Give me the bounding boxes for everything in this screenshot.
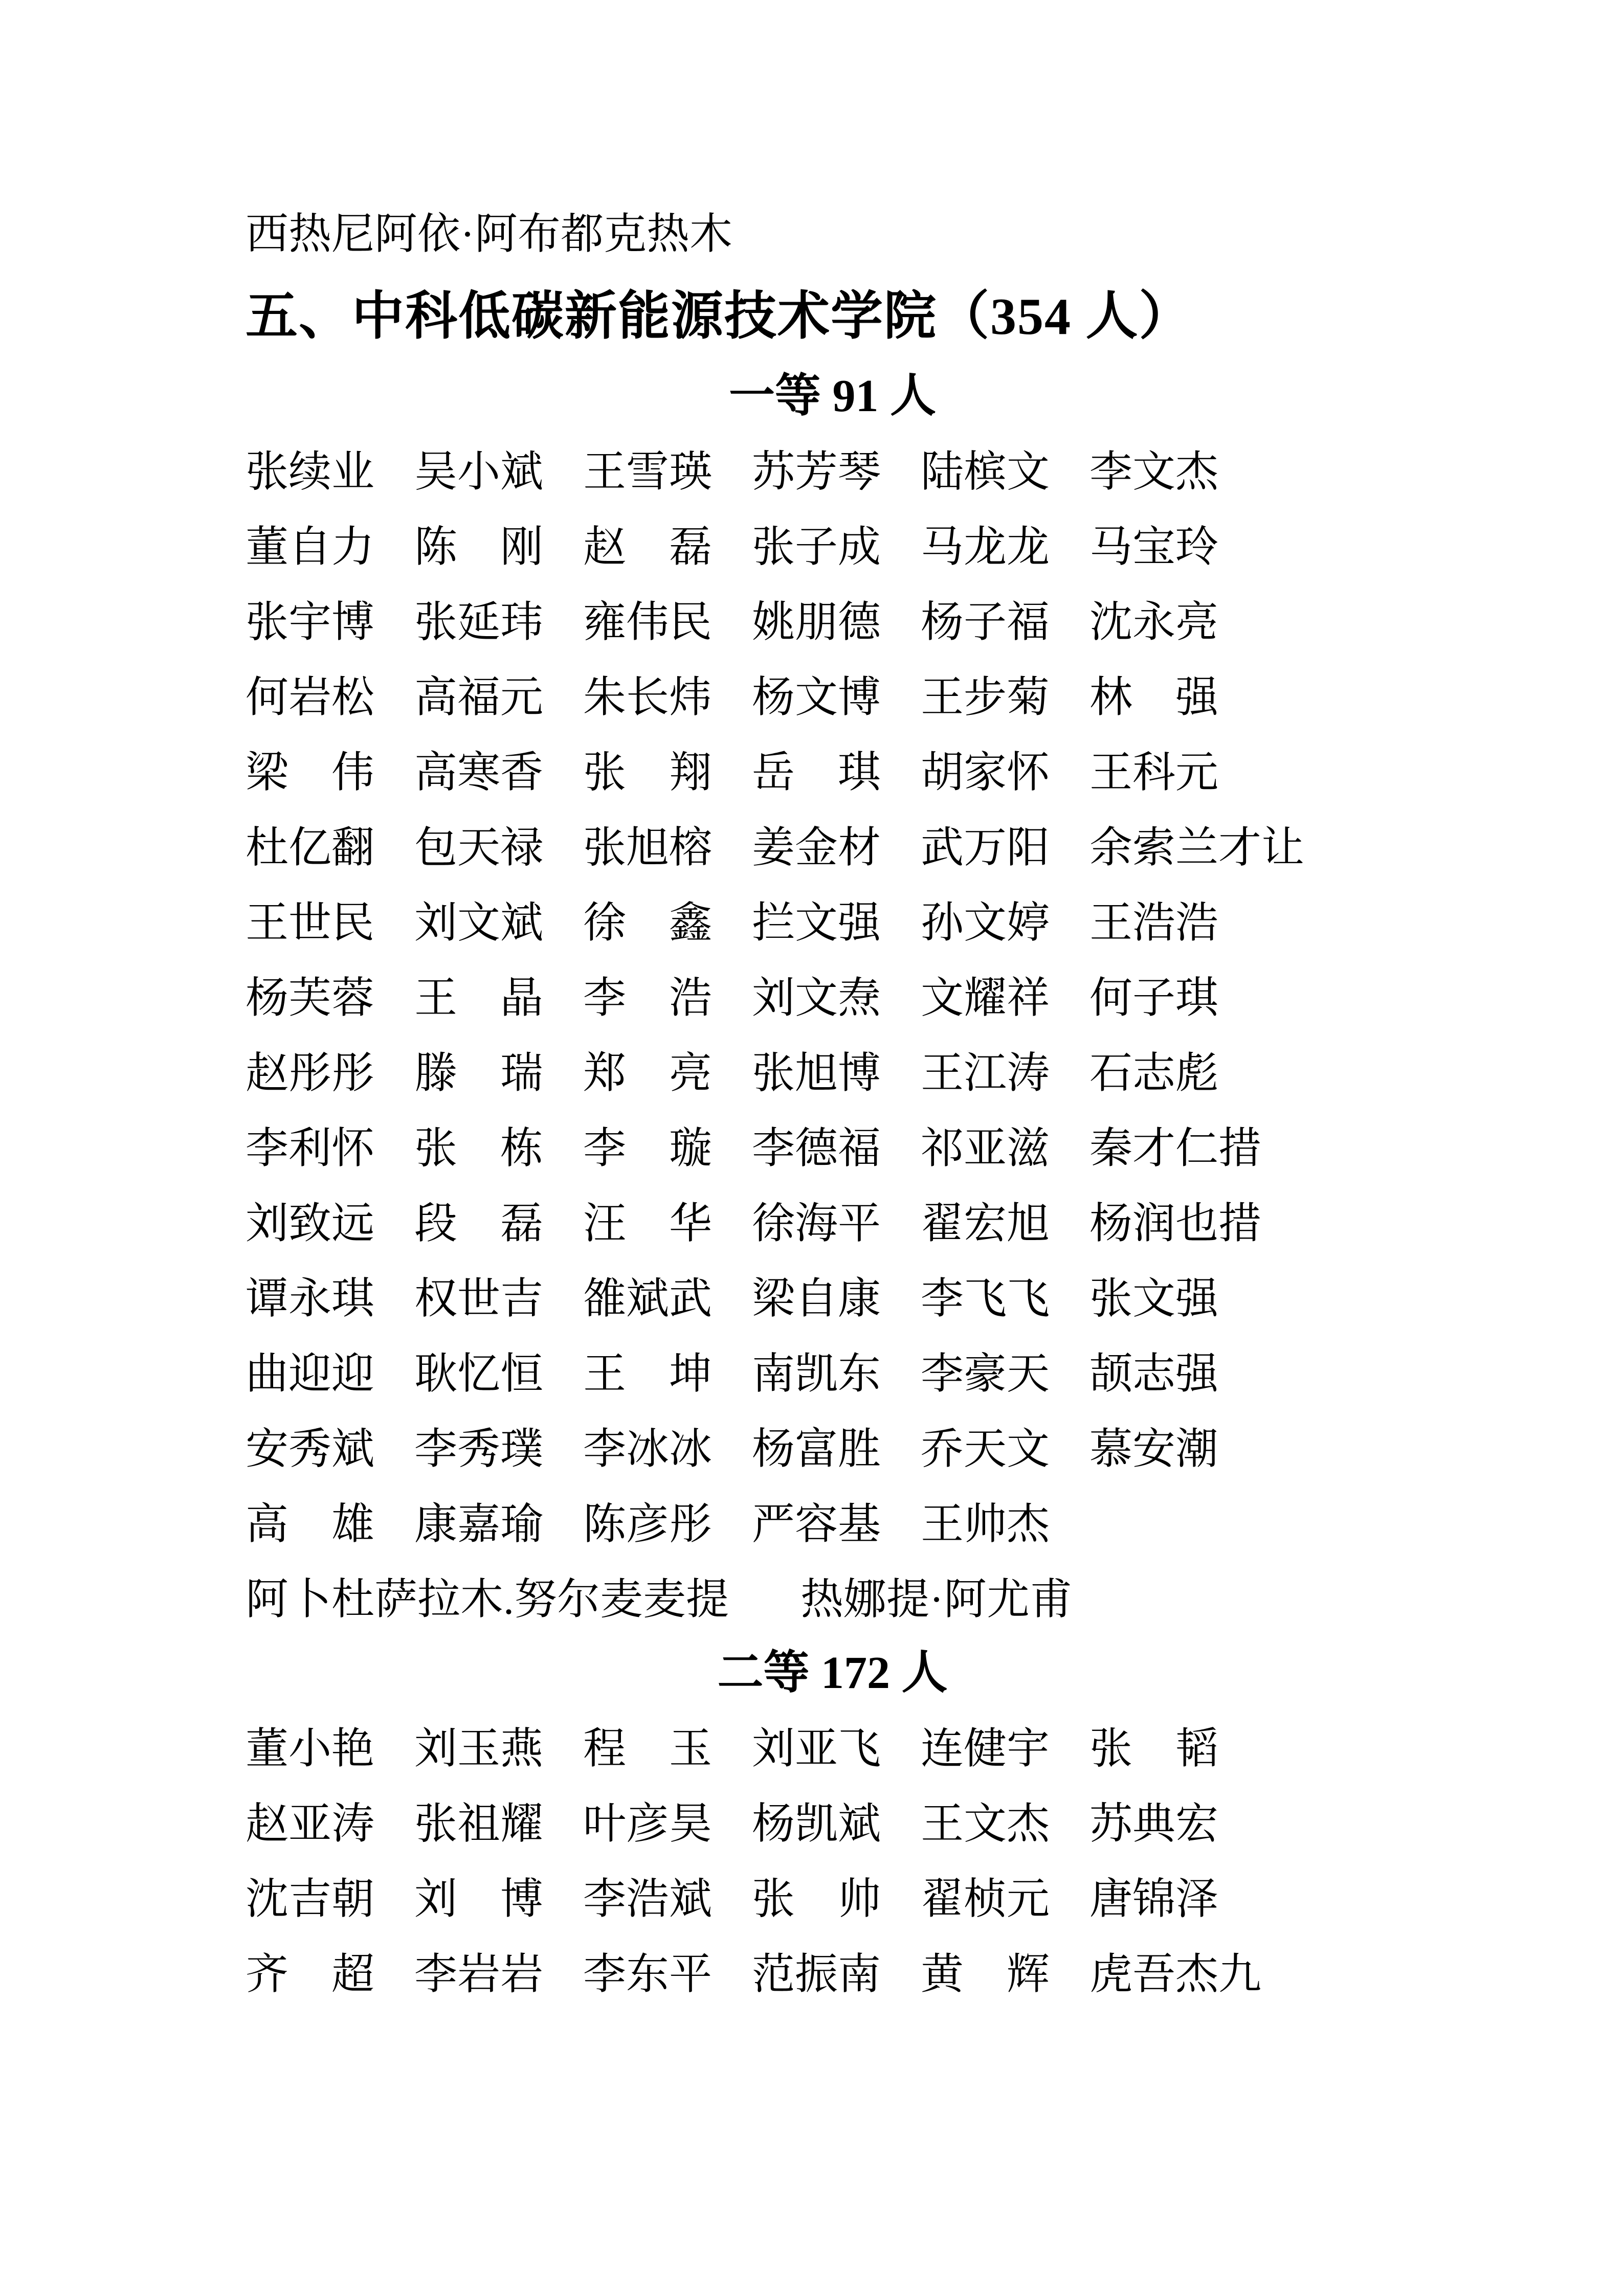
person-name: 岳 琪 (752, 749, 881, 797)
person-name: 王江涛 (921, 1049, 1050, 1097)
person-name: 李 浩 (583, 974, 713, 1022)
person-name: 杨子福 (921, 598, 1050, 646)
person-name: 汪 华 (583, 1200, 713, 1248)
person-name: 王浩浩 (1089, 899, 1219, 947)
person-name: 刘亚飞 (752, 1725, 881, 1773)
person-name: 李文杰 (1089, 448, 1219, 496)
person-name: 王科元 (1089, 749, 1219, 797)
tier1-heading: 一等 91 人 (729, 371, 936, 421)
person-name: 程 玉 (583, 1725, 713, 1773)
person-name: 赵彤彤 (246, 1049, 375, 1097)
name-row (246, 1412, 1419, 1487)
person-name: 杨文博 (752, 673, 881, 722)
person-name: 康嘉瑜 (414, 1500, 544, 1548)
name-row (246, 886, 1419, 961)
person-name: 张子成 (752, 523, 881, 571)
person-name: 杨芙蓉 (246, 974, 375, 1022)
tier2-name-grid (246, 1712, 1419, 2012)
name-row (246, 660, 1419, 735)
person-name: 王帅杰 (921, 1500, 1050, 1548)
person-name: 耿忆恒 (414, 1350, 544, 1398)
name-row (246, 585, 1419, 660)
person-name: 李利怀 (246, 1124, 375, 1173)
person-name: 张 栋 (414, 1124, 544, 1173)
name-row (246, 1186, 1419, 1262)
person-name: 王文杰 (921, 1800, 1050, 1848)
person-name: 安秀斌 (246, 1425, 375, 1473)
person-name: 雍伟民 (583, 598, 713, 646)
person-name: 吴小斌 (414, 448, 544, 496)
person-name: 张祖耀 (414, 1800, 544, 1848)
person-name: 滕 瑞 (414, 1049, 544, 1097)
person-name: 乔天文 (921, 1425, 1050, 1473)
person-name: 翟宏旭 (921, 1200, 1050, 1248)
name-row (246, 1111, 1419, 1186)
person-name: 陆槟文 (921, 448, 1050, 496)
name-row (246, 1036, 1419, 1111)
person-name: 王世民 (246, 899, 375, 947)
person-name: 刘文斌 (414, 899, 544, 947)
person-name: 虎吾杰九 (1089, 1950, 1262, 1998)
award-tiers (246, 361, 1419, 2012)
person-name: 李东平 (583, 1950, 713, 1998)
name-row (246, 961, 1419, 1036)
person-name: 高 雄 (246, 1500, 375, 1548)
person-name: 沈吉朝 (246, 1875, 375, 1923)
name-row (246, 1337, 1419, 1412)
person-name: 张 韬 (1089, 1725, 1219, 1773)
name-row (246, 1562, 1419, 1637)
person-name: 曲迎迎 (246, 1350, 375, 1398)
person-name: 刘 博 (414, 1875, 544, 1923)
tier1-name-grid (246, 435, 1419, 1637)
person-name: 李飞飞 (921, 1275, 1050, 1323)
person-name: 张延玮 (414, 598, 544, 646)
person-name: 王 晶 (414, 974, 544, 1022)
person-name: 胡家怀 (921, 749, 1050, 797)
person-name: 赵亚涛 (246, 1800, 375, 1848)
person-name: 张宇博 (246, 598, 375, 646)
person-name: 黄 辉 (921, 1950, 1050, 1998)
person-name: 马龙龙 (921, 523, 1050, 571)
person-name: 李 璇 (583, 1124, 713, 1173)
person-name: 南凯东 (752, 1350, 881, 1398)
person-name: 孙文婷 (921, 899, 1050, 947)
person-name: 李德福 (752, 1124, 881, 1173)
person-name: 李秀璞 (414, 1425, 544, 1473)
name-row (246, 1487, 1419, 1562)
person-name: 杨润也措 (1089, 1200, 1262, 1248)
person-name: 陈 刚 (414, 523, 544, 571)
name-row (246, 510, 1419, 585)
person-name: 王雪瑛 (583, 448, 713, 496)
person-name: 徐 鑫 (583, 899, 713, 947)
person-name: 李豪天 (921, 1350, 1050, 1398)
person-name: 严容基 (752, 1500, 881, 1548)
person-name: 翟桢元 (921, 1875, 1050, 1923)
person-name: 赵 磊 (583, 523, 713, 571)
person-name: 余索兰才让 (1089, 824, 1305, 872)
person-name: 雒斌武 (583, 1275, 713, 1323)
section-title: 五、中科低碳新能源技术学院（354 人） (246, 288, 1192, 346)
person-name: 李岩岩 (414, 1950, 544, 1998)
person-name: 姜金材 (752, 824, 881, 872)
name-row (246, 735, 1419, 811)
person-name: 李冰冰 (583, 1425, 713, 1473)
person-name: 张旭榕 (583, 824, 713, 872)
person-name: 包天禄 (414, 824, 544, 872)
person-name: 谭永琪 (246, 1275, 375, 1323)
person-name: 张 帅 (752, 1875, 881, 1923)
person-name: 慕安潮 (1089, 1425, 1219, 1473)
person-name: 杨富胜 (752, 1425, 881, 1473)
person-name: 林 强 (1089, 673, 1219, 722)
person-name: 唐锦泽 (1089, 1875, 1219, 1923)
person-name: 刘玉燕 (414, 1725, 544, 1773)
person-name: 李浩斌 (583, 1875, 713, 1923)
person-name: 高福元 (414, 673, 544, 722)
person-name: 祁亚滋 (921, 1124, 1050, 1173)
name-row (246, 1937, 1419, 2012)
person-name: 文耀祥 (921, 974, 1050, 1022)
person-name: 刘文焘 (752, 974, 881, 1022)
person-name: 颉志强 (1089, 1350, 1219, 1398)
person-name: 苏典宏 (1089, 1800, 1219, 1848)
person-name: 刘致远 (246, 1200, 375, 1248)
tier2-heading: 二等 172 人 (717, 1648, 948, 1698)
person-name: 徐海平 (752, 1200, 881, 1248)
person-name: 热娜提·阿尤甫 (800, 1575, 1073, 1624)
person-name: 杨凯斌 (752, 1800, 881, 1848)
person-name: 董自力 (246, 523, 375, 571)
person-name: 叶彦昊 (583, 1800, 713, 1848)
person-name: 王 坤 (583, 1350, 713, 1398)
person-name: 张文强 (1089, 1275, 1219, 1323)
person-name: 梁 伟 (246, 749, 375, 797)
person-name: 权世吉 (414, 1275, 544, 1323)
name-row (246, 811, 1419, 886)
person-name: 石志彪 (1089, 1049, 1219, 1097)
person-name: 张 翔 (583, 749, 713, 797)
person-name: 朱长炜 (583, 673, 713, 722)
person-name: 王步菊 (921, 673, 1050, 722)
name-row (246, 1787, 1419, 1862)
person-name: 郑 亮 (583, 1049, 713, 1097)
person-name: 武万阳 (921, 824, 1050, 872)
name-row (246, 435, 1419, 510)
name-row (246, 1862, 1419, 1937)
person-name: 秦才仁措 (1089, 1124, 1262, 1173)
person-name: 段 磊 (414, 1200, 544, 1248)
person-name: 梁自康 (752, 1275, 881, 1323)
person-name: 沈永亮 (1089, 598, 1219, 646)
person-name: 阿卜杜萨拉木.努尔麦麦提 (246, 1575, 729, 1624)
name-row (246, 1712, 1419, 1787)
person-name: 何岩松 (246, 673, 375, 722)
person-name: 姚朋德 (752, 598, 881, 646)
person-name: 陈彦彤 (583, 1500, 713, 1548)
person-name: 连健宇 (921, 1725, 1050, 1773)
intro-name: 西热尼阿依·阿布都克热木 (246, 210, 732, 258)
person-name: 齐 超 (246, 1950, 375, 1998)
person-name: 范振南 (752, 1950, 881, 1998)
person-name: 马宝玲 (1089, 523, 1219, 571)
person-name: 张续业 (246, 448, 375, 496)
person-name: 拦文强 (752, 899, 881, 947)
name-row (246, 1262, 1419, 1337)
person-name: 张旭博 (752, 1049, 881, 1097)
person-name: 苏芳琴 (752, 448, 881, 496)
person-name: 何子琪 (1089, 974, 1219, 1022)
person-name: 董小艳 (246, 1725, 375, 1773)
person-name: 高寒香 (414, 749, 544, 797)
person-name: 杜亿翻 (246, 824, 375, 872)
